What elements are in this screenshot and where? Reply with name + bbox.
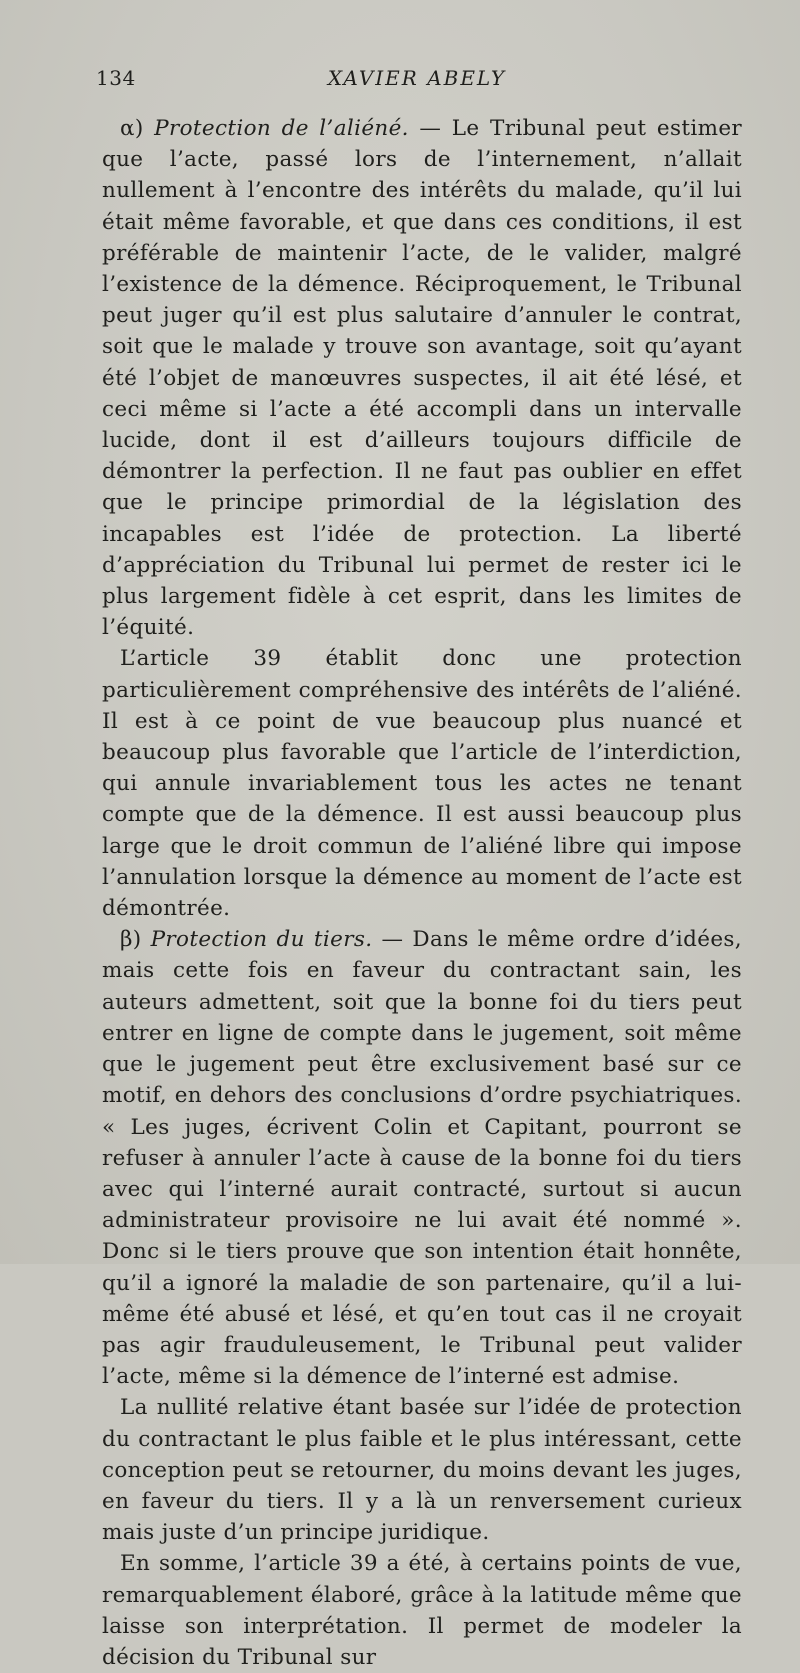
page-header [96,66,738,94]
paragraph: En somme, l’article 39 a été, à certains points de vue, remarquablement élaboré, grâce à la latitude même que laisse son interprétation. Il permet de modeler la décision du Tribunal sur [102,1551,742,1670]
paragraph-marker: α) [120,116,144,141]
running-head: XAVIER ABELY [327,66,507,90]
body-text [102,113,742,1673]
paragraph-text: — Dans le même ordre d’idées, mais cette fois en faveur du contractant sain, les auteurs admettent, soit que la bonne foi du tiers peut entrer en ligne de compte dans le jugement, soit même que le jugement peut être exclusivement basé sur ce motif, en dehors des conclusions d’ordre psychiatriques. « Les juges, écrivent Colin et Capitant, pourront se refuser à annuler l’acte à cause de la bonne foi du tiers avec qui l’interné aurait contracté, surtout si aucun administrateur provisoire ne lui avait été nommé ». Donc si le tiers prouve que son intention était honnête, qu’il a ignoré la maladie de son partenaire, qu’il a lui-même été abusé et lésé, et qu’en tout cas il ne croyait pas agir frauduleusement, le Tribunal peut valider l’acte, même si la démence de l’interné est admise. [102,927,742,1390]
page-number: 134 [96,66,136,90]
paragraph: L’article 39 établit donc une protection particulièrement compréhensive des intérêts de l’aliéné. Il est à ce point de vue beaucoup plus nuancé et beaucoup plus favorable que l’article de l’interdiction, qui annule invariablement tous les actes ne tenant compte que de la démence. Il est aussi beaucoup plus large que le droit commun de l’aliéné libre qui impose l’annulation lorsque la démence au moment de l’acte est démontrée. [102,646,742,922]
paragraph-alpha [102,113,742,643]
paragraph-text: — Le Tribunal peut estimer que l’acte, passé lors de l’internement, n’allait nullement à l’encontre des intérêts du malade, qu’il lui était même favorable, et que dans ces conditions, il est préférable de maintenir l’acte, de le valider, malgré l’existence de la démence. Réciproquement, le Tribunal peut juger qu’il est plus salutaire d’annuler le contrat, soit que le malade y trouve son avantage, soit qu’ayant été l’objet de manœuvres suspectes, il ait été lésé, et ceci même si l’acte a été accompli dans un intervalle lucide, dont il est d’ailleurs toujours difficile de démontrer la perfection. Il ne faut pas oublier en effet que le principe primordial de la législation des incapables est l’idée de protection. La liberté d’appréciation du Tribunal lui permet de rester ici le plus largement fidèle à cet esprit, dans les limites de l’équité. [102,116,743,641]
paragraph-marker: β) [120,927,142,953]
paragraph-beta [102,924,742,1392]
section-heading: Protection de l’aliéné. [154,116,409,141]
section-heading: Protection du tiers. [150,927,373,953]
paragraph: La nullité relative étant basée sur l’idée de protection du contractant le plus faible et le plus intéressant, cette conception peut se retourner, du moins devant les juges, en faveur du tiers. Il y a là un renversement curieux mais juste d’un principe juridique. [102,1395,742,1546]
